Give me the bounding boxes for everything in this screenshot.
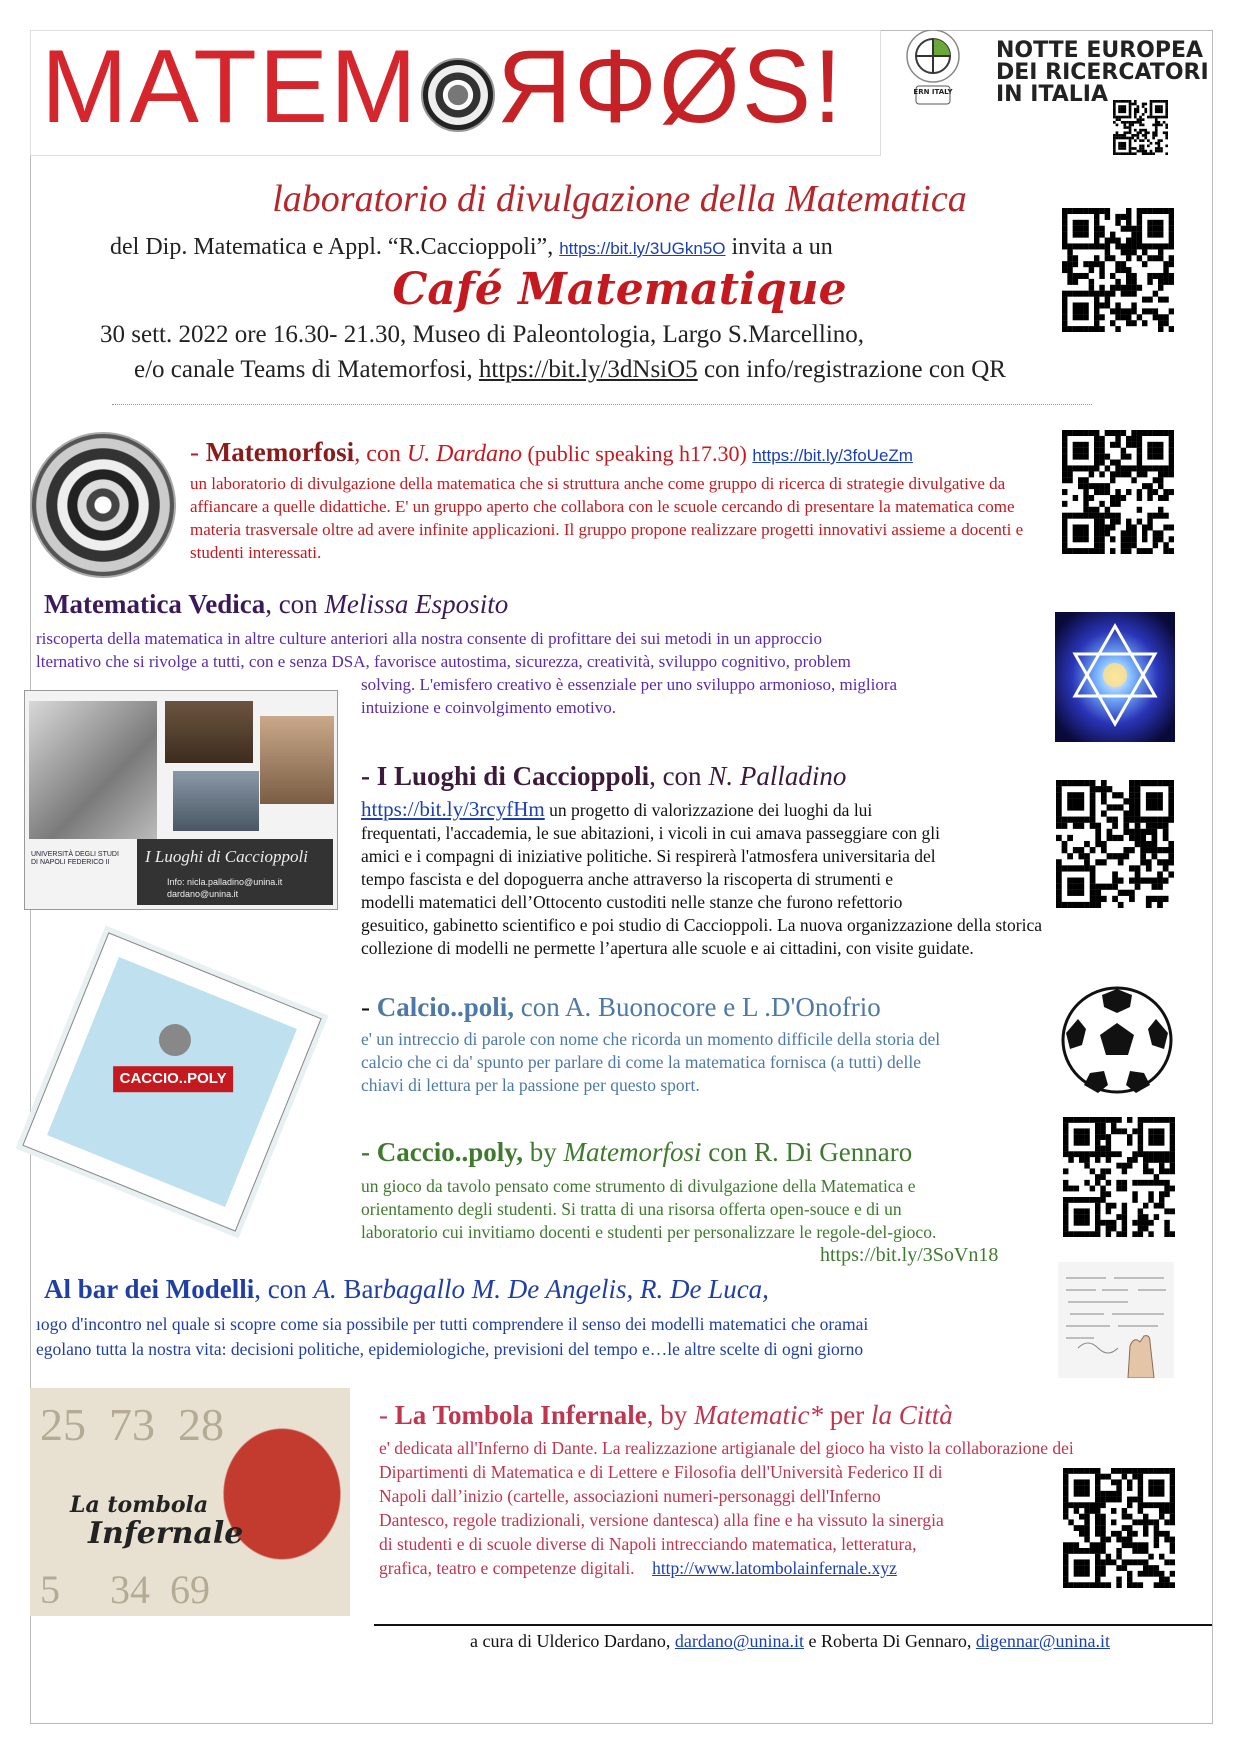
luoghi-caccioppoli-image xyxy=(24,690,338,910)
tombola-author: Matematic* xyxy=(694,1400,824,1430)
math-formulas-image xyxy=(1058,1262,1174,1378)
luoghi-line2: frequentati, l'accademia, le sue abitazioni, i vicoli in cui amava passeggiare con gli xyxy=(361,823,940,843)
con-text: , con xyxy=(354,441,407,467)
bar-title-line xyxy=(44,1274,769,1305)
tombola-link[interactable]: http://www.latombolainfernale.xyz xyxy=(652,1558,897,1578)
matemorfosi-body: un laboratorio di divulgazione della matematica che si struttura anche come gruppo di ricerca di strategie divulgative da affiancare a quelle didattiche. E' un gruppo aperto che collabora con le scuole cercando di presentare la matematica come materia trasversale oltre ad avere infinite applicazioni. Il gruppo propone realizzare progetti innovativi assieme a docenti e studenti interessati. xyxy=(190,474,1024,562)
poly-line1: un gioco da tavolo pensato come strumento di divulgazione della Matematica e xyxy=(361,1176,916,1196)
luoghi-info2: dardano@unina.it xyxy=(167,889,239,899)
luoghi-speaker: N. Palladino xyxy=(708,761,847,791)
vedica-line1: riscoperta della matematica in altre culture anteriori alla nostra consente di profittare dei sui metodi in un approccio xyxy=(36,629,822,648)
poly-body xyxy=(361,1175,936,1244)
dash: - xyxy=(361,992,377,1022)
matemorfosi-link[interactable]: https://bit.ly/3foUeZm xyxy=(752,446,913,465)
bar-title: Al bar dei Modelli xyxy=(44,1274,255,1304)
vedica-title-line xyxy=(44,589,508,620)
department-link[interactable]: https://bit.ly/3UGkn5O xyxy=(559,239,726,258)
vedica-line2: lternativo che si rivolge a tutti, con e senza DSA, favorisce autostima, sicurezza, creatività, sviluppo cognitivo, problem xyxy=(36,652,851,671)
matemorfosi-banner xyxy=(30,30,881,156)
public-speaking-note: (public speaking h17.30) xyxy=(521,441,753,466)
ern-label: ERN ITALY xyxy=(913,88,953,96)
luoghi-info1: Info: nicla.palladino@unina.it xyxy=(167,877,283,887)
footer-mid: e Roberta Di Gennaro, xyxy=(803,1631,972,1651)
qr-code-icon[interactable] xyxy=(1063,1117,1175,1237)
luoghi-body xyxy=(361,798,1042,960)
tombola-line1: e' dedicata all'Inferno di Dante. La realizzazione artigianale del gioco ha visto la collaborazione dei xyxy=(379,1438,1074,1458)
qr-code-icon[interactable] xyxy=(1056,780,1174,908)
footer-rule xyxy=(374,1624,1212,1626)
intro-text: del Dip. Matematica e Appl. “R.Caccioppoli”, xyxy=(110,234,554,260)
tombola-line6: grafica, teatro e competenze digitali. xyxy=(379,1558,635,1578)
luoghi-link[interactable]: https://bit.ly/3rcyfHm xyxy=(361,797,545,821)
calcio-line1: e' un intreccio di parole con nome che ricorda un momento difficile della storia del xyxy=(361,1029,941,1049)
calcio-title-line xyxy=(361,992,881,1023)
luoghi-title-line xyxy=(361,761,846,792)
luoghi-line3: amici e i compagni di iniziative politiche. Si respirerà l'atmosfera universitaria del xyxy=(361,846,936,866)
qr-code-icon[interactable] xyxy=(1062,430,1174,554)
vedica-body xyxy=(36,627,851,673)
vedica-body-cont xyxy=(361,673,897,719)
luoghi-line7: collezione di modelli ne permette l’apertura alle scuole e ai cittadini, con visite guidate. xyxy=(361,938,974,958)
bar-speakers: bagallo M. De Angelis, R. De Luca, xyxy=(382,1274,769,1304)
tombola-logo-line1: La tombola xyxy=(70,1492,209,1518)
calcio-line2: calcio che ci da' spunto per parlare di come la matematica fornisca (a tutti) delle xyxy=(361,1052,921,1072)
portrait-photo xyxy=(29,701,157,839)
banner-left-text: MATEM xyxy=(41,30,419,145)
luoghi-line1: un progetto di valorizzazione dei luoghi da lui xyxy=(544,800,873,820)
tombola-logo-line2: Infernale xyxy=(88,1516,244,1551)
intro-line xyxy=(110,234,1150,261)
separator xyxy=(112,404,1092,405)
luoghi-line4: tempo fascista e del dopoguerra anche attraverso la riscoperta di strumenti e xyxy=(361,869,894,889)
dash: - xyxy=(361,1137,377,1167)
poly-link[interactable]: https://bit.ly/3SoVn18 xyxy=(820,1244,999,1266)
bar-body xyxy=(36,1312,868,1362)
dash: - xyxy=(379,1400,395,1430)
tombola-infernale-image xyxy=(30,1388,350,1616)
university-logo-text: UNIVERSITÀ DEGLI STUDI DI NAPOLI FEDERICO II xyxy=(31,851,119,866)
tombola-line2: Dipartimenti di Matematica e di Lettere e Filosofia dell'Università Federico II di xyxy=(379,1462,943,1482)
ern-logo-icon xyxy=(904,30,962,106)
bar-speaker1: A. xyxy=(313,1274,337,1304)
star-of-david-image xyxy=(1055,612,1175,742)
poly-speaker: con R. Di Gennaro xyxy=(701,1137,913,1167)
tombola-line5: di studenti e di scuole diverse di Napoli intrecciando matematica, letteratura, xyxy=(379,1534,917,1554)
teams-line xyxy=(134,356,1174,384)
dash: - xyxy=(190,437,206,467)
footer-text: a cura di Ulderico Dardano, xyxy=(470,1631,671,1651)
tombola-body xyxy=(379,1436,1074,1580)
teams-text: e/o canale Teams di Matemorfosi, xyxy=(134,356,473,383)
building-photo xyxy=(173,771,259,831)
calcio-line3: chiavi di lettura per la passione per questo sport. xyxy=(361,1075,700,1095)
per-text: per xyxy=(823,1400,871,1430)
by-text: by xyxy=(523,1137,564,1167)
luoghi-caption: I Luoghi di Caccioppoli xyxy=(145,847,308,866)
qr-code-icon[interactable] xyxy=(1063,1468,1175,1588)
notte-europea-logo xyxy=(996,40,1209,106)
dash: - xyxy=(361,761,377,791)
calcio-body xyxy=(361,1028,940,1097)
matemorfosi-title: Matemorfosi xyxy=(205,437,355,467)
tombola-numbers-bottom: 5 34 69 xyxy=(40,1567,210,1612)
escher-birds-image xyxy=(30,432,176,578)
courtyard-photo xyxy=(260,716,334,804)
teams-link[interactable]: https://bit.ly/3dNsiO5 xyxy=(478,356,698,383)
tombola-numbers: 25 73 28 xyxy=(40,1399,224,1450)
board-label: CACCIO..POLY xyxy=(113,1066,233,1092)
escher-icon xyxy=(421,58,495,132)
luoghi-line5: modelli matematici dell’Ottocento custoditi nelle stanze che furono refettorio xyxy=(361,892,903,912)
email-dardano-link[interactable]: dardano@unina.it xyxy=(674,1631,804,1651)
matemorfosi-speaker: U. Dardano xyxy=(406,441,522,467)
lab-subtitle: laboratorio di divulgazione della Matematica xyxy=(272,178,967,220)
banner-title xyxy=(41,30,845,145)
calcio-title: Calcio..poli, xyxy=(376,992,515,1022)
tombola-line4: Dantesco, regole tradizionali, versione dantesca) alla fine e ha vissuto la sinergia xyxy=(379,1510,944,1530)
tombola-line3: Napoli dall’inizio (cartelle, associazioni numeri-personaggi dell'Inferno xyxy=(379,1486,881,1506)
con-text: , con xyxy=(254,1274,314,1304)
room-photo xyxy=(165,701,253,763)
soccer-ball-icon xyxy=(1060,985,1174,1095)
banner-right-text: ЯΦØS! xyxy=(496,30,845,145)
vedica-line4: intuizione e coinvolgimento emotivo. xyxy=(361,698,616,717)
poly-title-line xyxy=(361,1137,912,1168)
intro-invite: invita a un xyxy=(731,234,833,260)
poly-line2: orientamento degli studenti. Si tratta di una risorsa offerta open-souce e di un xyxy=(361,1199,902,1219)
bar-line2: egolano tutta la nostra vita: decisioni politiche, epidemiologiche, previsioni del tempo e…le altre scelte di ogni giorno xyxy=(36,1339,864,1359)
cafe-title: Café Matematique xyxy=(392,264,847,315)
poly-author: Matemorfosi xyxy=(563,1137,702,1167)
vedica-speaker: Melissa Esposito xyxy=(324,589,509,619)
notte-line2: DEI RICERCATORI xyxy=(996,60,1209,85)
poly-title: Caccio..poly, xyxy=(376,1137,523,1167)
vedica-title: Matematica Vedica xyxy=(44,589,266,619)
notte-line1: NOTTE EUROPEA xyxy=(996,38,1204,63)
matemorfosi-title-line xyxy=(190,437,913,468)
luoghi-line6: gesuitico, gabinetto scientifico e poi studio di Caccioppoli. La nuova organizzazione della storica xyxy=(361,915,1042,935)
tombola-title: La Tombola Infernale xyxy=(394,1400,647,1430)
con-text: , con xyxy=(649,761,709,791)
teams-after: con info/registrazione con QR xyxy=(703,356,1006,383)
con-text: , con xyxy=(265,589,325,619)
luoghi-caption-box xyxy=(137,839,333,905)
footer-credits xyxy=(470,1631,1110,1652)
tombola-title-line xyxy=(379,1400,953,1431)
bar-speaker2: Bar xyxy=(336,1274,383,1304)
calcio-speakers: con A. Buonocore e L .D'Onofrio xyxy=(514,992,881,1022)
vedica-line3: solving. L'emisfero creativo è essenziale per uno sviluppo armonioso, migliora xyxy=(361,675,898,694)
date-location: 30 sett. 2022 ore 16.30- 21.30, Museo di Paleontologia, Largo S.Marcellino, xyxy=(100,321,865,348)
luoghi-title: I Luoghi di Caccioppoli xyxy=(376,761,650,791)
notte-line3: IN ITALIA xyxy=(996,82,1108,107)
by-text: , by xyxy=(646,1400,695,1430)
tombola-city: la Città xyxy=(871,1400,953,1430)
poly-line3: laboratorio cui invitiamo docenti e studenti per personalizzare le regole-del-gioco. xyxy=(361,1222,937,1242)
qr-code-icon[interactable] xyxy=(1113,100,1168,155)
email-digennaro-link[interactable]: digennar@unina.it xyxy=(975,1631,1110,1651)
bar-line1: ıogo d'incontro nel quale si scopre come sia possibile per tutti comprendere il senso dei modelli matematici che oramai xyxy=(36,1314,869,1334)
